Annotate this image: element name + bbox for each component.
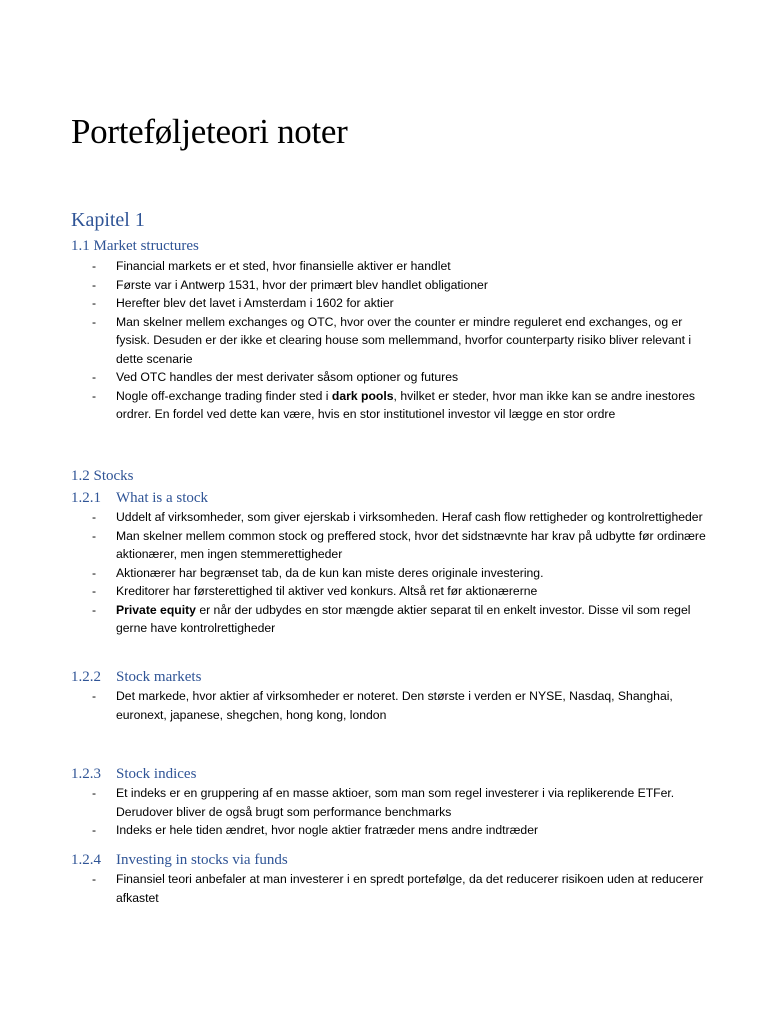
bullet-marker: - bbox=[92, 510, 97, 524]
list-item: - Aktionærer har begrænset tab, da de kun kan miste deres originale investering. bbox=[0, 564, 768, 583]
bullet-marker: - bbox=[92, 786, 97, 800]
list-item: - Det markede, hvor aktier af virksomheder er noteret. Den største i verden er NYSE, Nasdaq, Shanghai, euronext, japanese, shegchen, hong kong, london bbox=[92, 689, 673, 722]
list-item: - Herefter blev det lavet i Amsterdam i 1602 for aktier bbox=[0, 294, 768, 313]
list-item: - Financial markets er et sted, hvor finansielle aktiver er handlet bbox=[0, 257, 768, 276]
bold-term-dark-pools: dark pools bbox=[331, 388, 394, 403]
bullet-marker: - bbox=[92, 277, 97, 292]
chapter-heading: Kapitel 1 bbox=[71, 209, 145, 231]
bullet-marker: - bbox=[92, 259, 97, 273]
bullet-list-1-1 bbox=[0, 257, 768, 424]
bullet-marker: - bbox=[92, 370, 97, 384]
document-title: Porteføljeteori noter bbox=[71, 112, 348, 151]
bullet-marker: - bbox=[92, 314, 97, 329]
list-item: - Kreditorer har førsterettighed til aktiver ved konkurs. Altså ret før aktionærerne bbox=[0, 582, 768, 601]
bullet-marker: - bbox=[92, 565, 97, 580]
bold-term-private-equity: Private equity bbox=[116, 602, 196, 617]
bullet-list-1-2-1 bbox=[0, 508, 768, 638]
list-item: - Indeks er hele tiden ændret, hvor nogle aktier fratræder mens andre indtræder bbox=[0, 821, 768, 840]
bullet-list-1-2-3 bbox=[0, 784, 768, 840]
subsection-heading-1-2-3: 1.2.3 Stock indices bbox=[71, 766, 197, 782]
section-heading-1-1: 1.1 Market structures bbox=[71, 238, 199, 254]
bullet-marker: - bbox=[92, 689, 97, 703]
bullet-list-1-2-2 bbox=[0, 687, 768, 724]
list-item: - Nogle off-exchange trading finder sted i dark pools, hvilket er steder, hvor man ikke kan se andre inestores ordrer. En fordel ved dette kan være, hvis en stor institutionel investor vil lægge en stor ordre bbox=[92, 388, 695, 421]
list-item: - Uddelt af virksomheder, som giver ejerskab i virksomheden. Heraf cash flow rettigheder og kontrolrettigheder bbox=[0, 508, 768, 527]
subsection-heading-1-2-4: 1.2.4 Investing in stocks via funds bbox=[71, 852, 288, 868]
list-item: - Første var i Antwerp 1531, hvor der primært blev handlet obligationer bbox=[0, 276, 768, 295]
list-item: - Man skelner mellem common stock og preffered stock, hvor det sidstnævnte har krav på udbytte før ordinære aktionærer, men ingen stemmerettigheder bbox=[92, 528, 706, 561]
bullet-marker: - bbox=[92, 388, 97, 403]
bullet-marker: - bbox=[92, 528, 97, 543]
list-item: - Finansiel teori anbefaler at man investerer i en spredt portefølge, da det reducerer risikoen uden at reducerer afkastet bbox=[92, 872, 704, 905]
bullet-marker: - bbox=[92, 584, 97, 598]
bullet-marker: - bbox=[92, 602, 97, 617]
list-item: - Private equity er når der udbydes en stor mængde aktier separat til en enkelt investor. Disse vil som regel gerne have kontrolrettigheder bbox=[92, 602, 691, 635]
bullet-marker: - bbox=[92, 872, 97, 886]
bullet-marker: - bbox=[92, 823, 97, 837]
list-item: - Ved OTC handles der mest derivater såsom optioner og futures bbox=[0, 368, 768, 387]
list-item: - Man skelner mellem exchanges og OTC, hvor over the counter er mindre reguleret end exchanges, og er fysisk. Desuden er der ikke et clearing house som mellemmand, hvorfor counterparty risiko bliver relevant i dette scenarie bbox=[92, 314, 692, 366]
subsection-heading-1-2-2: 1.2.2 Stock markets bbox=[71, 669, 202, 685]
bullet-marker: - bbox=[92, 296, 97, 310]
subsection-heading-1-2-1: 1.2.1 What is a stock bbox=[71, 490, 209, 506]
bullet-list-1-2-4 bbox=[0, 870, 768, 907]
list-item: - Et indeks er en gruppering af en masse aktioer, som man som regel investerer i via replikerende ETFer. Derudover bliver de også brugt som performance benchmarks bbox=[92, 786, 675, 819]
section-heading-1-2: 1.2 Stocks bbox=[71, 468, 134, 484]
